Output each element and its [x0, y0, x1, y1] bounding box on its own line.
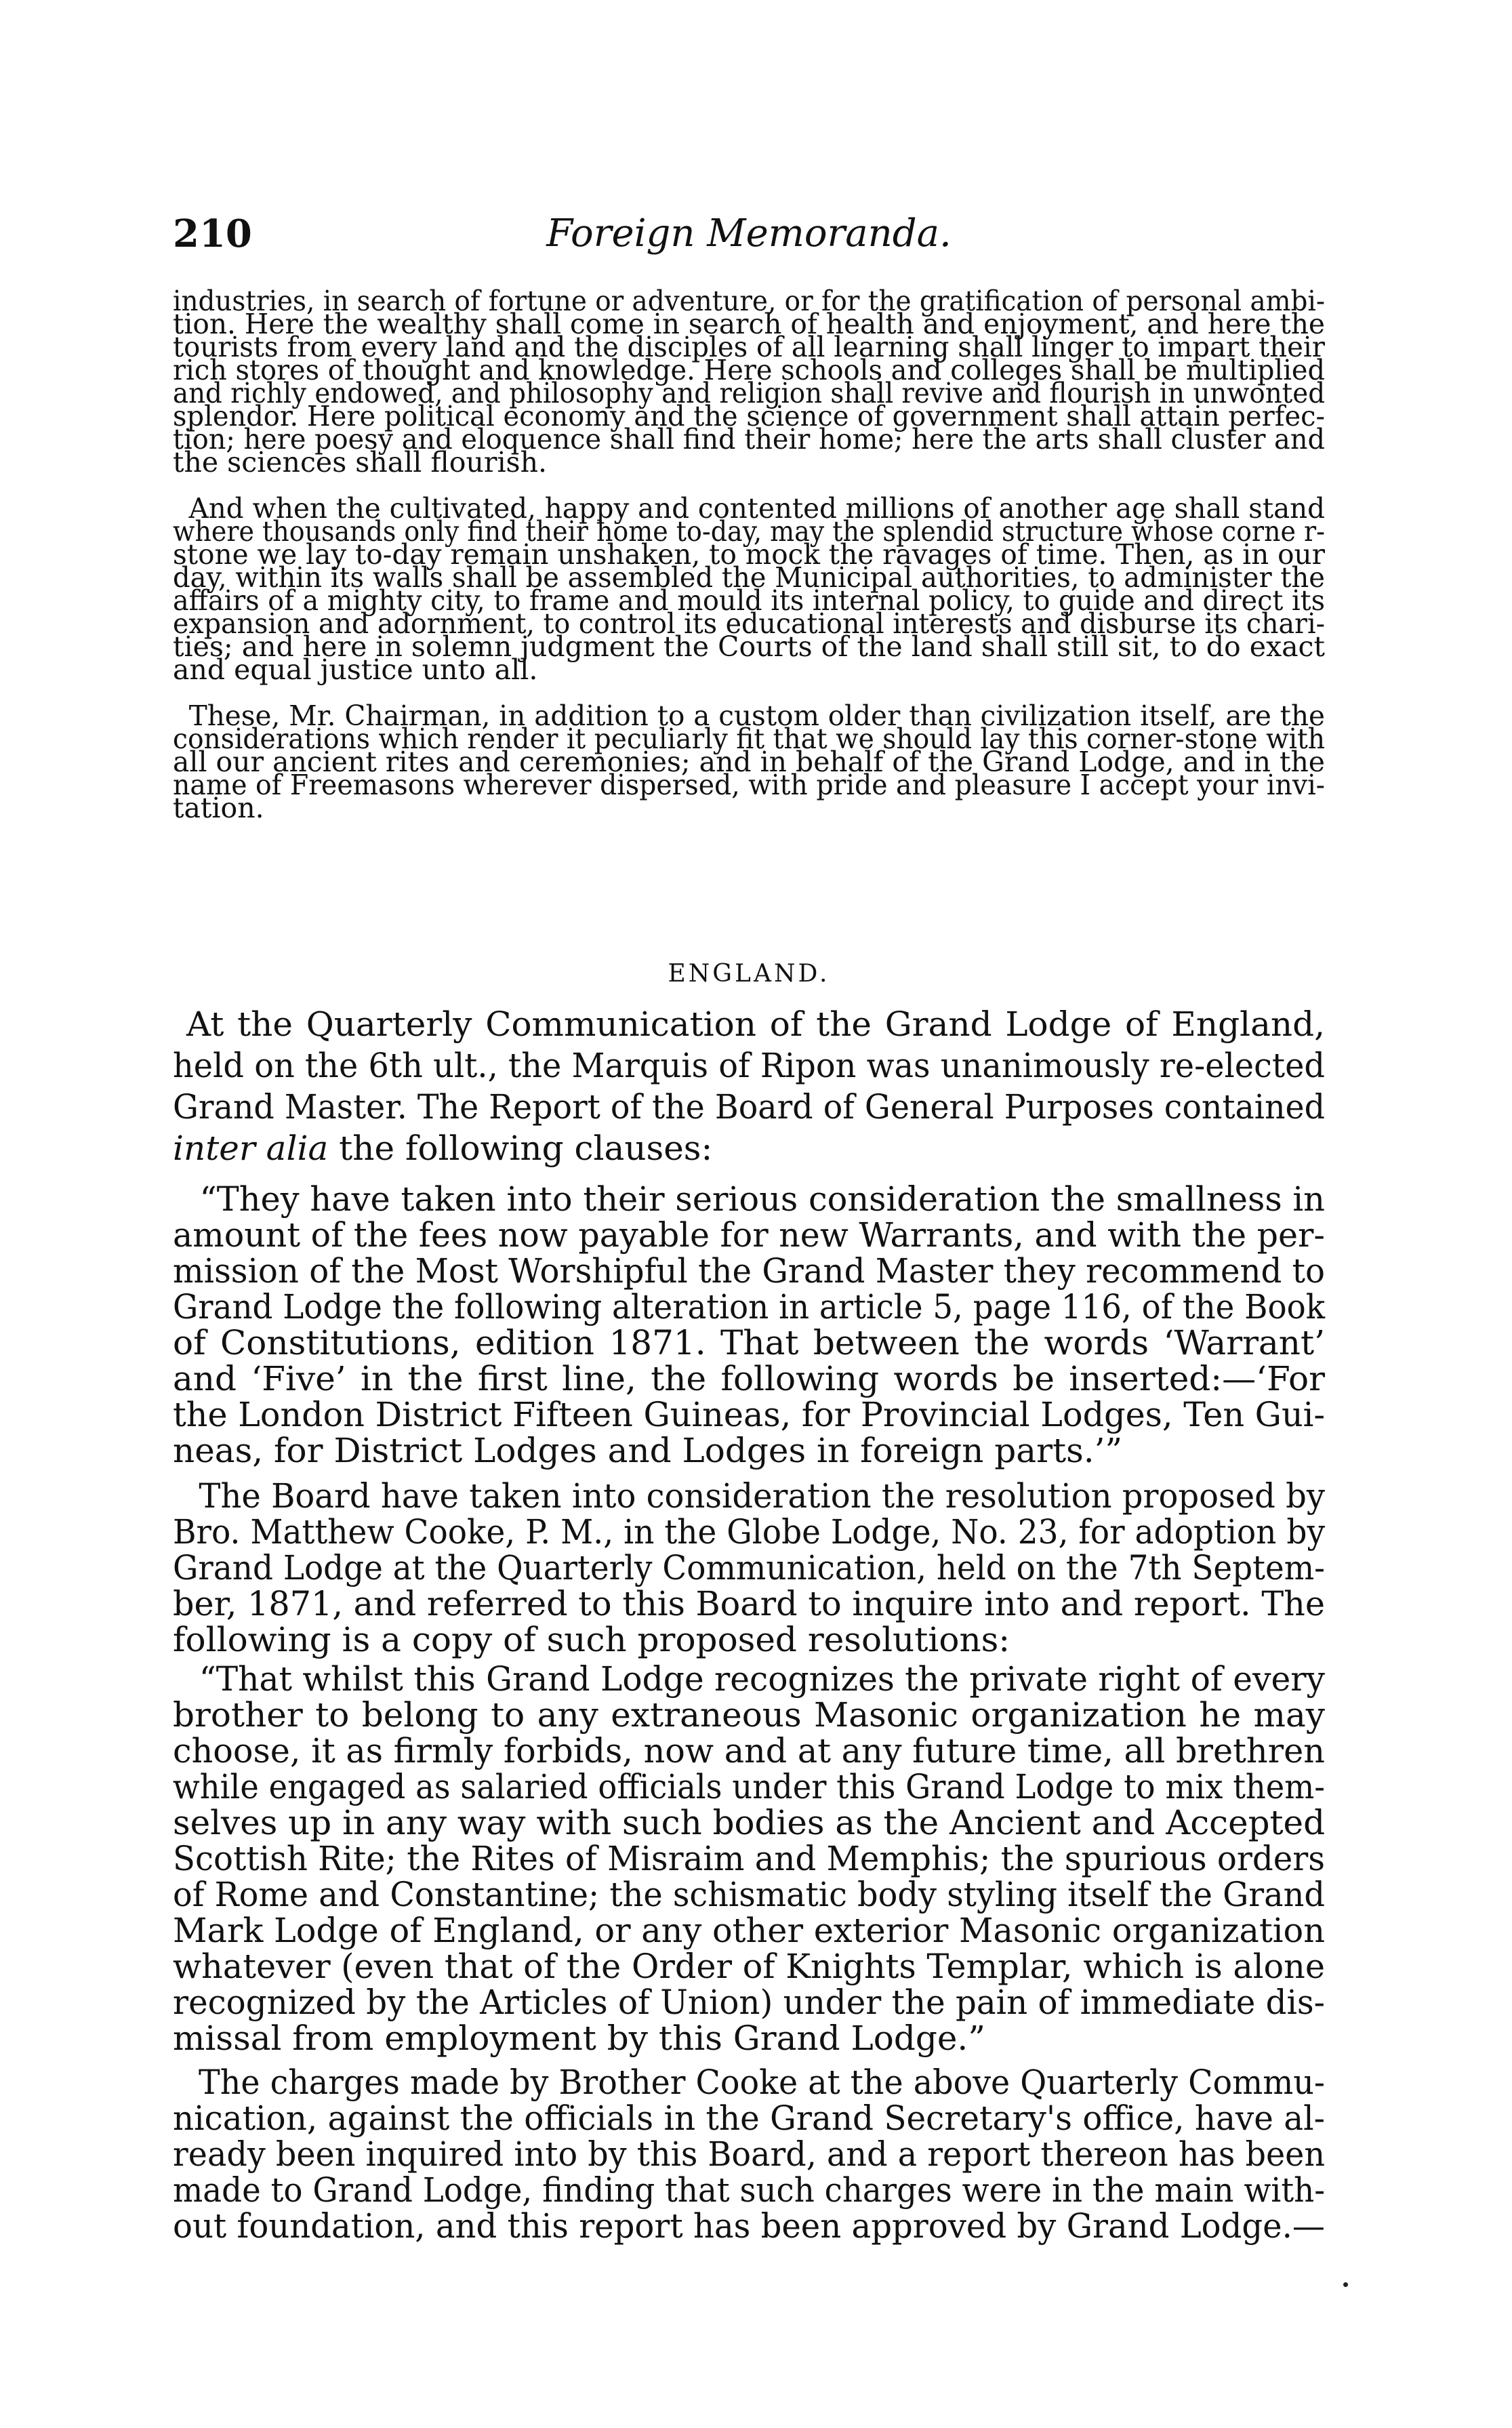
text-line	[173, 1359, 1325, 1398]
text-line	[173, 1215, 1325, 1255]
line-text: stone we lay to-day remain unshaken, to mock the ravages of time. Then, as in our	[173, 538, 1325, 571]
line-text: mission of the Most Worshipful the Grand Master they recommend to	[173, 1251, 1325, 1291]
text-line	[173, 1476, 1325, 1516]
line-text: tion; here poesy and eloquence shall find their home; here the arts shall cluster and	[173, 423, 1325, 456]
line-text: industries, in search of fortune or adventure, or for the gratification of personal ambi-	[173, 285, 1325, 317]
text-line-content	[173, 1087, 1325, 1127]
line-text: Bro. Matthew Cooke, P. M., in the Globe Lodge, No. 23, for adoption by	[173, 1512, 1325, 1552]
line-text: while engaged as salaried officials under this Grand Lodge to mix them-	[173, 1767, 1325, 1806]
text-line-content	[173, 2206, 1325, 2246]
line-text: and richly endowed, and philosophy and religion shall revive and flourish in unwonted	[173, 377, 1325, 409]
text-line	[173, 1046, 1325, 1085]
section-heading: ENGLAND.	[668, 960, 830, 988]
line-text: These, Mr. Chairman, in addition to a custom older than civilization itself, are the	[188, 700, 1326, 732]
text-line	[173, 1512, 1325, 1552]
line-text: brother to belong to any extraneous Masonic organization he may	[173, 1695, 1325, 1735]
line-text: whatever (even that of the Order of Knights Templar, which is alone	[173, 1947, 1325, 1986]
line-text: Scottish Rite; the Rites of Misraim and Memphis; the spurious orders	[173, 1839, 1325, 1878]
text-line	[173, 1005, 1325, 1044]
line-text: neas, for District Lodges and Lodges in foreign parts.’”	[173, 1431, 1123, 1470]
text-line	[173, 653, 1325, 686]
line-text: splendor. Here political economy and the science of government shall attain perfec-	[173, 400, 1325, 432]
text-line	[173, 2099, 1325, 2138]
line-text: The Board have taken into consideration the resolution proposed by	[199, 1476, 1325, 1516]
line-text: “They have taken into their serious consideration the smallness in	[199, 1179, 1325, 1219]
line-text: all our ancient rites and ceremonies; and in behalf of the Grand Lodge, and in the	[173, 746, 1325, 778]
text-line	[173, 1620, 1325, 1659]
italic-phrase: inter alia	[173, 1129, 329, 1168]
line-text: “That whilst this Grand Lodge recognizes the private right of every	[199, 1659, 1325, 1699]
line-text: where thousands only find their home to-day, may the splendid structure whose corne r-	[173, 515, 1325, 548]
line-text: considerations which render it peculiarly fit that we should lay this corner-stone with	[173, 723, 1325, 755]
stray-ink-mark	[1343, 2282, 1348, 2287]
line-text: name of Freemasons wherever dispersed, with pride and pleasure I accept your invi-	[173, 769, 1325, 801]
text-line	[173, 1695, 1325, 1735]
line-text: amount of the fees now payable for new Warrants, and with the per-	[173, 1215, 1325, 1255]
text-line-content	[173, 1512, 1325, 1552]
line-text: Mark Lodge of England, or any other exterior Masonic organization	[173, 1911, 1325, 1950]
text-line	[173, 446, 1325, 479]
text-line	[173, 2170, 1325, 2210]
line-text: out foundation, and this report has been approved by Grand Lodge.—	[173, 2206, 1325, 2246]
text-line	[173, 1395, 1325, 1434]
line-text: made to Grand Lodge, finding that such charges were in the main with-	[173, 2170, 1325, 2210]
line-text: recognized by the Articles of Union) under the pain of immediate dis-	[173, 1983, 1325, 2022]
text-line-content	[173, 1839, 1325, 1878]
line-text: At the Quarterly Communication of the Grand Lodge of England,	[186, 1005, 1325, 1044]
text-line	[173, 1875, 1325, 1914]
text-line-content	[173, 1659, 1325, 1699]
text-line-content	[173, 1911, 1325, 1950]
line-text: choose, it as firmly forbids, now and at any future time, all brethren	[173, 1731, 1325, 1771]
line-text: day, within its walls shall be assembled the Municipal authorities, to administer the	[173, 561, 1325, 594]
line-text: expansion and adornment, to control its educational interests and disburse its chari-	[173, 607, 1325, 640]
line-text: selves up in any way with such bodies as the Ancient and Accepted	[173, 1803, 1325, 1842]
running-title: Foreign Memoranda.	[546, 211, 952, 256]
text-line	[173, 1803, 1325, 1842]
text-line-content	[173, 2019, 985, 2058]
text-line-content	[173, 2099, 1325, 2138]
text-line-content	[173, 2170, 1325, 2210]
text-line-content	[173, 2134, 1325, 2174]
text-line-content	[173, 1359, 1325, 1398]
text-line-content	[173, 1620, 1010, 1659]
line-text: held on the 6th ult., the Marquis of Ripon was unanimously re-elected	[173, 1046, 1325, 1085]
page-number: 210	[173, 211, 252, 256]
text-line-content	[173, 1005, 1325, 1044]
text-line-content	[173, 1548, 1325, 1587]
text-line	[173, 1584, 1325, 1623]
line-text: ber, 1871, and referred to this Board to inquire into and report. The	[173, 1584, 1325, 1623]
text-line	[173, 1767, 1325, 1806]
line-text: affairs of a mighty city, to frame and mould its internal policy, to guide and direct its	[173, 584, 1325, 617]
line-text: following is a copy of such proposed resolutions:	[173, 1620, 1010, 1659]
text-line-content	[173, 653, 537, 686]
text-line	[173, 1251, 1325, 1291]
text-line	[173, 1179, 1325, 1219]
text-line	[173, 2019, 1325, 2058]
text-line-content	[173, 1323, 1325, 1362]
text-line-content	[173, 1129, 712, 1168]
text-line-content	[173, 1731, 1325, 1771]
line-text: and equal justice unto all.	[173, 653, 538, 686]
text-line	[173, 1911, 1325, 1950]
text-line	[173, 1287, 1325, 1327]
line-text: Grand Lodge at the Quarterly Communication, held on the 7th Septem-	[173, 1548, 1325, 1587]
text-line	[173, 792, 1325, 824]
text-line	[173, 1548, 1325, 1587]
line-text: Grand Lodge the following alteration in article 5, page 116, of the Book	[173, 1287, 1325, 1327]
text-line-content	[173, 1947, 1325, 1986]
line-text: missal from employment by this Grand Lodge.”	[173, 2019, 985, 2058]
text-line-content	[173, 1875, 1325, 1914]
text-line	[173, 1129, 1325, 1168]
line-text: the London District Fifteen Guineas, for Provincial Lodges, Ten Gui-	[173, 1395, 1325, 1434]
text-line-content	[173, 1215, 1325, 1255]
line-text: Grand Master. The Report of the Board of General Purposes contained	[173, 1087, 1325, 1127]
text-line-content	[173, 1767, 1325, 1806]
text-line-content	[173, 1251, 1325, 1291]
text-line-content	[173, 1476, 1325, 1516]
line-text: tation.	[173, 792, 264, 824]
text-line	[173, 1731, 1325, 1771]
text-line-content	[173, 1803, 1325, 1842]
text-line-content	[173, 1395, 1325, 1434]
text-line-content	[173, 1695, 1325, 1735]
text-line-content	[173, 2063, 1325, 2102]
line-text: the sciences shall flourish.	[173, 446, 548, 479]
line-text: the following clauses:	[328, 1129, 713, 1168]
text-line-content	[173, 1179, 1325, 1219]
text-line-content	[173, 1584, 1325, 1623]
text-line	[173, 1087, 1325, 1127]
text-line	[173, 2206, 1325, 2246]
line-text: rich stores of thought and knowledge. Here schools and colleges shall be multiplied	[173, 354, 1325, 386]
text-line-content	[173, 1431, 1122, 1470]
text-line	[173, 1323, 1325, 1362]
text-line	[173, 1947, 1325, 1986]
line-text: of Constitutions, edition 1871. That between the words ‘Warrant’	[173, 1323, 1325, 1362]
line-text: and ‘Five’ in the first line, the following words be inserted:—‘For	[173, 1359, 1325, 1398]
text-line	[173, 1983, 1325, 2022]
line-text: The charges made by Brother Cooke at the above Quarterly Commu-	[199, 2063, 1325, 2102]
text-line-content	[173, 1983, 1325, 2022]
text-line-content	[173, 1287, 1325, 1327]
line-text: of Rome and Constantine; the schismatic body styling itself the Grand	[173, 1875, 1325, 1914]
line-text: ready been inquired into by this Board, and a report thereon has been	[173, 2134, 1325, 2174]
text-line	[173, 2134, 1325, 2174]
line-text: And when the cultivated, happy and contented millions of another age shall stand	[188, 492, 1325, 525]
text-line-content	[173, 446, 547, 479]
line-text: tion. Here the wealthy shall come in search of health and enjoyment, and here the	[173, 308, 1325, 340]
text-line-content	[173, 792, 264, 824]
text-line	[173, 2063, 1325, 2102]
text-line-content	[173, 1046, 1325, 1085]
text-line	[173, 1839, 1325, 1878]
text-line	[173, 1659, 1325, 1699]
text-line	[173, 1431, 1325, 1470]
line-text: tourists from every land and the disciples of all learning shall linger to impart their	[173, 331, 1325, 363]
line-text: nication, against the officials in the Grand Secretary's office, have al-	[173, 2099, 1325, 2138]
line-text: ties; and here in solemn judgment the Courts of the land shall still sit, to do exact	[173, 630, 1325, 663]
